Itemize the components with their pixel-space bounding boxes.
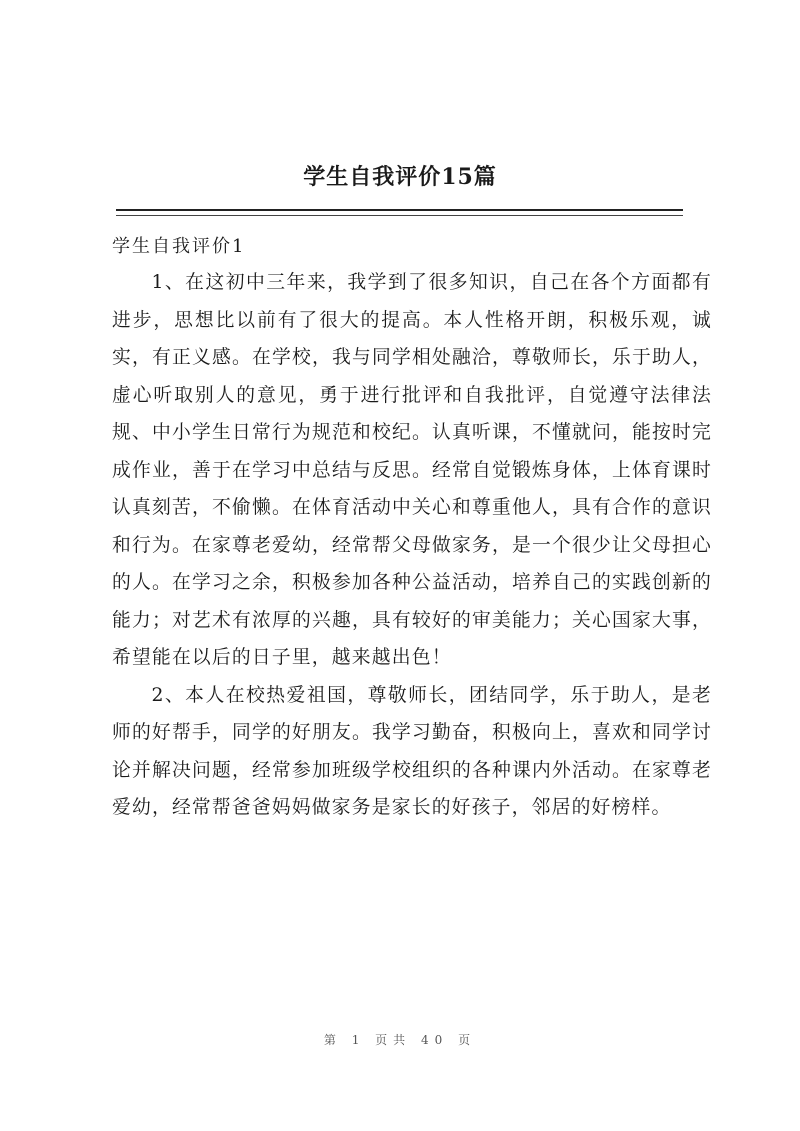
title-divider-thin [116,215,683,216]
paragraph-1: 1、在这初中三年来，我学到了很多知识，自己在各个方面都有进步，思想比以前有了很大的提高。本人性格开朗，积极乐观，诚实，有正义感。在学校，我与同学相处融洽，尊敬师长，乐于助人，虚心听取别人的意见，勇于进行批评和自我批评，自觉遵守法律法规、中小学生日常行为规范和校纪。认真听课，不懂就问，能按时完成作业，善于在学习中总结与反思。经常自觉锻炼身体，上体育课时认真刻苦，不偷懒。在体育活动中关心和尊重他人，具有合作的意识和行为。在家尊老爱幼，经常帮父母做家务，是一个很少让父母担心的人。在学习之余，积极参加各种公益活动，培养自己的实践创新的能力；对艺术有浓厚的兴趣，具有较好的审美能力；关心国家大事，希望能在以后的日子里，越来越出色！ [112,272,712,668]
page-footer [0,1031,800,1048]
paragraph-2: 2、本人在校热爱祖国，尊敬师长，团结同学，乐于助人，是老师的好帮手，同学的好朋友。我学习勤奋，积极向上，喜欢和同学讨论并解决问题，经常参加班级学校组织的各种课内外活动。在家尊老爱幼，经常帮爸爸妈妈做家务是家长的好孩子，邻居的好榜样。 [112,684,712,818]
document-body [112,264,712,827]
page-title: 学生自我评价15篇 [303,164,497,190]
title-divider [116,209,683,211]
section-heading: 学生自我评价1 [112,236,246,257]
page-number: 第 1 页共 40 页 [323,1033,477,1047]
